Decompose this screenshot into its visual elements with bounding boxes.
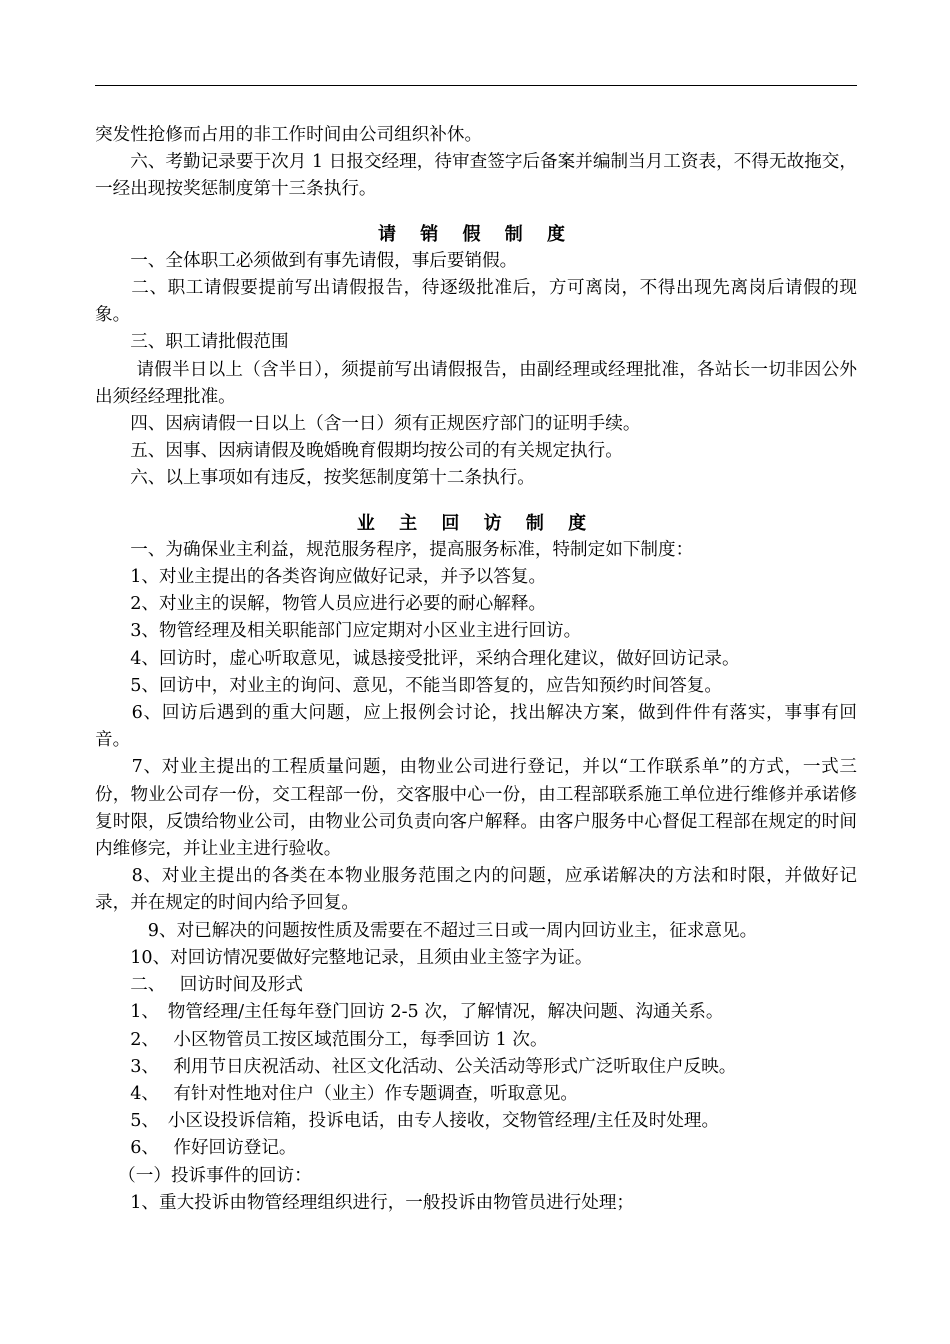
paragraph: 六、以上事项如有违反，按奖惩制度第十二条执行。 bbox=[95, 468, 535, 489]
paragraph: 7、对业主提出的工程质量问题，由物业公司进行登记，并以“工作联系单”的方式，一式三份，物业公司存一份，交工程部一份，交客服中心一份，由工程部联系施工单位进行维修并承诺修复时限，反馈给物业公司，由物业公司负责向客户解释。由客户服务中心督促工程部在规定的时间内维修完，并让业主进行验收。 bbox=[95, 757, 857, 860]
paragraph: 二、 回访时间及形式 bbox=[95, 975, 303, 996]
visit-section-title: 业 主 回 访 制 度 bbox=[356, 512, 596, 534]
paragraph: 1、重大投诉由物管经理组织进行，一般投诉由物管员进行处理； bbox=[95, 1192, 635, 1213]
paragraph: （一）投诉事件的回访： bbox=[95, 1165, 312, 1186]
paragraph: 2、对业主的误解，物管人员应进行必要的耐心解释。 bbox=[95, 594, 547, 615]
paragraph: 3、物管经理及相关职能部门应定期对小区业主进行回访。 bbox=[95, 621, 582, 642]
paragraph: 4、回访时，虚心听取意见，诚恳接受批评，采纳合理化建议，做好回访记录。 bbox=[95, 648, 740, 669]
paragraph: 一、为确保业主利益，规范服务程序，提高服务标准，特制定如下制度： bbox=[95, 539, 694, 560]
paragraph: 1、 物管经理/主任每年登门回访 2-5 次，了解情况，解决问题、沟通关系。 bbox=[95, 1002, 724, 1023]
paragraph: 突发性抢修而占用的非工作时间由公司组织补休。 bbox=[95, 125, 483, 145]
paragraph: 三、职工请批假范围 bbox=[95, 332, 289, 353]
paragraph: 一、全体职工必须做到有事先请假，事后要销假。 bbox=[95, 250, 518, 271]
paragraph: 五、因事、因病请假及晚婚晚育假期均按公司的有关规定执行。 bbox=[95, 441, 623, 462]
paragraph: 5、 小区设投诉信箱，投诉电话，由专人接收，交物管经理/主任及时处理。 bbox=[95, 1111, 720, 1132]
paragraph: 四、因病请假一日以上（含一日）须有正规医疗部门的证明手续。 bbox=[95, 414, 641, 435]
paragraph: 10、对回访情况要做好完整地记录，且须由业主签字为证。 bbox=[95, 947, 593, 968]
leave-section-title: 请 销 假 制 度 bbox=[377, 223, 575, 245]
paragraph: 二、职工请假要提前写出请假报告，待逐级批准后，方可离岗，不得出现先离岗后请假的现象。 bbox=[95, 278, 857, 326]
paragraph: 1、对业主提出的各类咨询应做好记录，并予以答复。 bbox=[95, 567, 547, 588]
paragraph: 4、 有针对性地对住户（业主）作专题调查，听取意见。 bbox=[95, 1083, 579, 1104]
paragraph: 6、 作好回访登记。 bbox=[95, 1138, 297, 1159]
paragraph: 9、对已解决的问题按性质及需要在不超过三日或一周内回访业主，征求意见。 bbox=[95, 920, 758, 941]
paragraph: 3、 利用节日庆祝活动、社区文化活动、公关活动等形式广泛听取住户反映。 bbox=[95, 1056, 737, 1077]
paragraph: 5、回访中，对业主的询问、意见，不能当即答复的，应告知预约时间答复。 bbox=[95, 675, 722, 696]
document-body bbox=[95, 122, 857, 1217]
paragraph: 六、考勤记录要于次月 1 日报交经理，待审查签字后备案并编制当月工资表，不得无故拖交，一经出现按奖惩制度第十三条执行。 bbox=[95, 152, 857, 200]
paragraph: 8、对业主提出的各类在本物业服务范围之内的问题，应承诺解决的方法和时限，并做好记录，并在规定的时间内给予回复。 bbox=[95, 866, 857, 914]
header-rule bbox=[95, 85, 857, 86]
paragraph: 请假半日以上（含半日），须提前写出请假报告，由副经理或经理批准，各站长一切非因公外出须经经理批准。 bbox=[95, 359, 857, 407]
paragraph: 6、回访后遇到的重大问题，应上报例会讨论，找出解决方案，做到件件有落实，事事有回音。 bbox=[95, 703, 857, 751]
document-page bbox=[95, 0, 857, 1344]
paragraph: 2、 小区物管员工按区域范围分工，每季回访 1 次。 bbox=[95, 1029, 548, 1050]
